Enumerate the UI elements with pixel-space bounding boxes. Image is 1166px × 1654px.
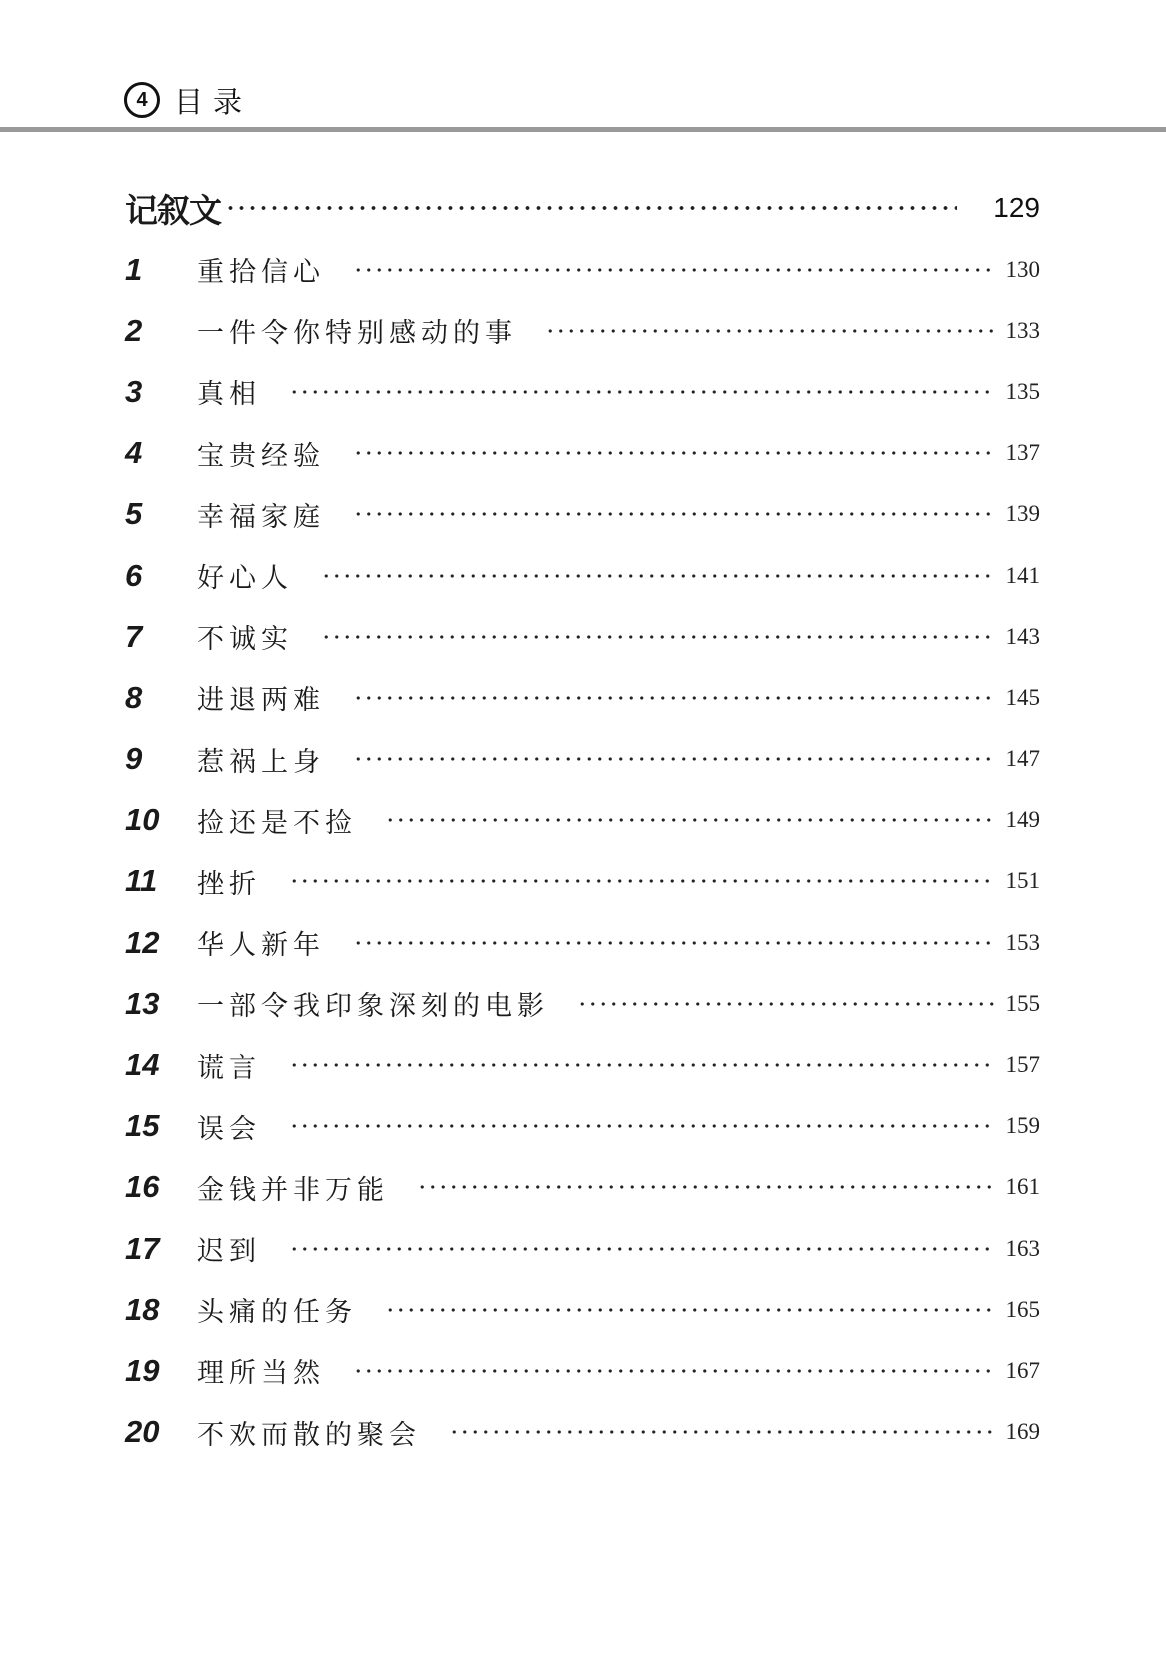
entry-title: 挫折: [197, 868, 261, 900]
toc-entry[interactable]: [125, 361, 1040, 422]
entry-number: 1: [125, 251, 143, 287]
entry-title: 迟到: [197, 1236, 261, 1268]
toc-entry[interactable]: [125, 1218, 1040, 1279]
dot-leader: [545, 328, 996, 334]
entry-number: 9: [125, 741, 143, 777]
dot-leader: [353, 511, 996, 517]
entry-number: 20: [125, 1414, 160, 1450]
entry-title: 幸福家庭: [197, 501, 325, 533]
toc-entry[interactable]: [125, 667, 1040, 728]
entry-title: 真相: [197, 379, 261, 411]
entry-title: 谎言: [197, 1052, 261, 1084]
dot-leader: [289, 1062, 996, 1068]
dot-leader: [321, 573, 996, 579]
chapter-number-badge: 4: [124, 82, 160, 118]
page-title: 目录: [174, 84, 253, 119]
toc-entry[interactable]: [125, 790, 1040, 851]
entry-title: 宝贵经验: [197, 440, 325, 472]
dot-leader: [289, 389, 996, 395]
toc-entry[interactable]: [125, 239, 1040, 300]
toc-entry[interactable]: [125, 973, 1040, 1034]
entry-number: 17: [125, 1230, 160, 1266]
entry-page-number: 167: [1005, 1357, 1040, 1383]
entry-title: 捡还是不捡: [197, 807, 357, 839]
toc-entry[interactable]: [125, 1034, 1040, 1095]
entry-number: 12: [125, 924, 160, 960]
entry-title: 不欢而散的聚会: [197, 1419, 421, 1451]
toc-entry[interactable]: [125, 1157, 1040, 1218]
entry-title: 一件令你特别感动的事: [197, 318, 517, 350]
dot-leader: [449, 1429, 996, 1435]
dot-leader: [353, 695, 996, 701]
toc-entry[interactable]: [125, 729, 1040, 790]
toc-entry[interactable]: [125, 1402, 1040, 1463]
entry-page-number: 159: [1005, 1113, 1040, 1139]
toc-entry[interactable]: [125, 300, 1040, 361]
dot-leader: [289, 1123, 996, 1129]
entry-title: 华人新年: [197, 930, 325, 962]
toc-entry[interactable]: [125, 912, 1040, 973]
entry-number: 2: [125, 312, 143, 348]
entry-number: 13: [125, 985, 160, 1021]
toc-entry[interactable]: [125, 851, 1040, 912]
entry-page-number: 141: [1005, 562, 1040, 588]
dot-leader: [353, 756, 996, 762]
dot-leader: [353, 1368, 996, 1374]
dot-leader: [321, 634, 996, 640]
dot-leader: [385, 817, 996, 823]
entry-title: 进退两难: [197, 685, 325, 717]
entry-page-number: 145: [1005, 684, 1040, 710]
entry-number: 8: [125, 679, 143, 715]
entry-page-number: 135: [1005, 378, 1040, 404]
entry-page-number: 130: [1005, 256, 1040, 282]
dot-leader: [353, 940, 996, 946]
dot-leader: [353, 267, 996, 273]
entry-number: 4: [125, 435, 143, 471]
entry-title: 重拾信心: [197, 257, 325, 289]
entry-page-number: 147: [1005, 746, 1040, 772]
entry-page-number: 161: [1005, 1174, 1040, 1200]
toc-entry[interactable]: [125, 484, 1040, 545]
entry-number: 16: [125, 1169, 160, 1205]
entry-page-number: 151: [1005, 868, 1040, 894]
entry-page-number: 165: [1005, 1296, 1040, 1322]
entry-title: 金钱并非万能: [197, 1174, 389, 1206]
page-header: [124, 80, 252, 120]
entry-number: 19: [125, 1352, 160, 1388]
entry-number: 3: [125, 373, 143, 409]
toc-entry[interactable]: [125, 606, 1040, 667]
entry-title: 理所当然: [197, 1358, 325, 1390]
table-of-contents: [125, 186, 1040, 1463]
entry-page-number: 139: [1005, 501, 1040, 527]
toc-entry[interactable]: [125, 423, 1040, 484]
dot-leader: [577, 1001, 996, 1007]
header-divider: [0, 127, 1166, 132]
entry-page-number: 137: [1005, 440, 1040, 466]
toc-entry[interactable]: [125, 1340, 1040, 1401]
entry-page-number: 143: [1005, 623, 1040, 649]
toc-entry[interactable]: [125, 1279, 1040, 1340]
entry-number: 15: [125, 1108, 160, 1144]
entry-title: 一部令我印象深刻的电影: [197, 991, 549, 1023]
entry-number: 18: [125, 1291, 160, 1327]
entry-page-number: 133: [1005, 317, 1040, 343]
entry-title: 惹祸上身: [197, 746, 325, 778]
entry-number: 6: [125, 557, 143, 593]
entry-page-number: 155: [1005, 990, 1040, 1016]
dot-leader: [289, 878, 996, 884]
entry-page-number: 163: [1005, 1235, 1040, 1261]
toc-entries: [125, 239, 1040, 1463]
dot-leader: [225, 205, 957, 211]
entry-page-number: 157: [1005, 1052, 1040, 1078]
entry-number: 5: [125, 496, 143, 532]
toc-section[interactable]: [125, 186, 1040, 230]
entry-number: 14: [125, 1047, 160, 1083]
section-title: 记叙文: [125, 190, 221, 230]
entry-number: 11: [125, 863, 158, 899]
dot-leader: [353, 450, 996, 456]
dot-leader: [289, 1246, 996, 1252]
toc-entry[interactable]: [125, 1096, 1040, 1157]
entry-title: 头痛的任务: [197, 1297, 357, 1329]
entry-page-number: 169: [1005, 1419, 1040, 1445]
entry-page-number: 153: [1005, 929, 1040, 955]
entry-title: 好心人: [197, 563, 293, 595]
entry-number: 7: [125, 618, 143, 654]
entry-title: 不诚实: [197, 624, 293, 656]
dot-leader: [417, 1184, 996, 1190]
dot-leader: [385, 1307, 996, 1313]
entry-number: 10: [125, 802, 160, 838]
entry-title: 误会: [197, 1113, 261, 1145]
entry-page-number: 149: [1005, 807, 1040, 833]
section-page-number: 129: [993, 192, 1040, 223]
toc-entry[interactable]: [125, 545, 1040, 606]
